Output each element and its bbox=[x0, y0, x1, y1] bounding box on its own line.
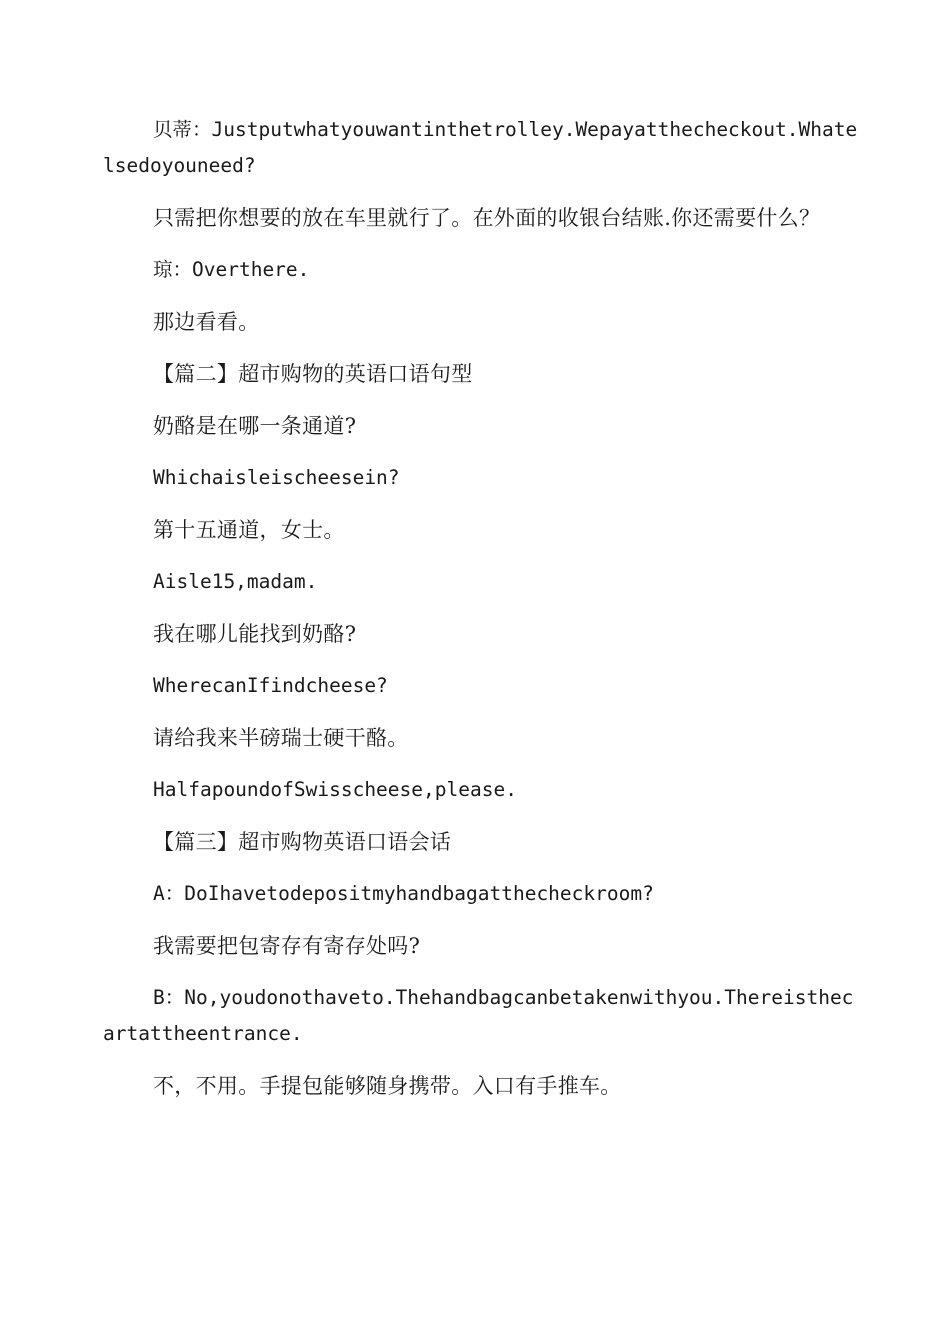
paragraph-aisle15-en: Aisle15,madam. bbox=[153, 570, 318, 593]
paragraph-swiss-cheese-en: HalfapoundofSwisscheese,please. bbox=[153, 778, 517, 801]
paragraph-joan-line: 琼：Overthere. bbox=[153, 258, 310, 281]
paragraph-find-cheese-en: WherecanIfindcheese? bbox=[153, 674, 388, 697]
paragraph-b-answer-cn: 不，不用。手提包能够随身携带。入口有手推车。 bbox=[153, 1074, 622, 1098]
section-heading-part-two: 【篇二】超市购物的英语口语句型 bbox=[153, 362, 473, 386]
paragraph-aisle15-cn: 第十五通道，女士。 bbox=[153, 518, 345, 542]
paragraph-a-checkroom-en: A：DoIhavetodepositmyhandbagatthecheckroom? bbox=[153, 882, 654, 905]
paragraph-cheese-aisle-en: Whichaisleischeesein? bbox=[153, 466, 400, 489]
paragraph-betty-line: 贝蒂：Justputwhatyouwantinthetrolley.Wepayatthecheckout.Whatelsedoyouneed? bbox=[103, 118, 858, 177]
paragraph-find-cheese-cn: 我在哪儿能找到奶酪? bbox=[153, 622, 357, 646]
document-body bbox=[103, 112, 863, 1120]
paragraph-swiss-cheese-cn: 请给我来半磅瑞士硬干酪。 bbox=[153, 726, 409, 750]
paragraph-joan-translation: 那边看看。 bbox=[153, 310, 260, 334]
paragraph-a-checkroom-cn: 我需要把包寄存有寄存处吗? bbox=[153, 934, 421, 958]
section-heading-part-three: 【篇三】超市购物英语口语会话 bbox=[153, 830, 452, 854]
paragraph-betty-translation: 只需把你想要的放在车里就行了。在外面的收银台结账.你还需要什么？ bbox=[153, 206, 821, 230]
paragraph-cheese-aisle-cn: 奶酪是在哪一条通道? bbox=[153, 414, 357, 438]
paragraph-b-answer-en: B：No,youdonothaveto.Thehandbagcanbetakenwithyou.Thereisthecartattheentrance. bbox=[103, 986, 854, 1045]
